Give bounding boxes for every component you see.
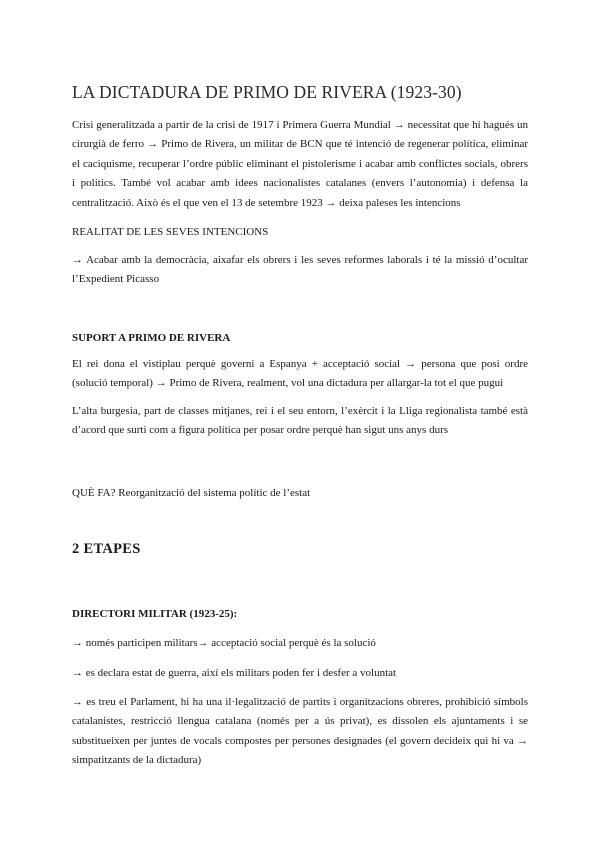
que-fa-line: QUÈ FA? Reorganització del sistema polític de l’estat xyxy=(72,487,311,499)
suport-paragraph-1: El rei dona el vistiplau perquè governi a Espanya + acceptació social → persona que posi ordre (solució temporal) → Primo de Rivera, realment, vol una dictadura per allargar-la tot el que pugui xyxy=(72,358,528,390)
directori-item-2: → es declara estat de guerra, així els militars poden fer i desfer a voluntat xyxy=(72,667,397,679)
etapes-heading: 2 ETAPES xyxy=(72,541,141,557)
suport-heading: SUPORT A PRIMO DE RIVERA xyxy=(72,332,231,344)
realitat-paragraph: → Acabar amb la democràcia, aixafar els obrers i les seves reformes laborals i té la missió d’ocultar l’Expedient Picasso xyxy=(72,254,528,286)
intro-paragraph: Crisi generalitzada a partir de la crisi de 1917 i Primera Guerra Mundial → necessitat que hi hagués un cirurgià de ferro → Primo de Rivera, un militar de BCN que té intenció de regenerar política, eliminar el caciquisme, recuperar l’ordre públic eliminant el pistolerisme i acabar amb conflictes socials, obrers i polítics. També vol acabar amb idees nacionalistes catalanes (envers l’autonomia) i defensa la centralització. Això és el que ven el 13 de setembre 1923 → deixa paleses les intencions xyxy=(72,119,528,209)
directori-item-3: → es treu el Parlament, hi ha una il·legalització de partits i organitzacions obreres, prohibició símbols catalanistes, restricció llengua catalana (només per a ús privat), es dissolen els ajuntaments i se substitueixen per juntes de vocals compostes per persones designades (el govern decideix qui hi va → simpatitzants de la dictadura) xyxy=(72,696,528,767)
suport-paragraph-2: L’alta burgesia, part de classes mitjanes, rei i el seu entorn, l’exèrcit i la Lliga regionalista també està d’acord que surti com a figura política per posar ordre perquè han sigut uns anys durs xyxy=(72,405,528,437)
page-title: LA DICTADURA DE PRIMO DE RIVERA (1923-30) xyxy=(72,82,462,102)
directori-item-1: → només participen militars→ acceptació social perquè és la solució xyxy=(72,637,376,649)
realitat-heading: REALITAT DE LES SEVES INTENCIONS xyxy=(72,226,269,238)
directori-heading: DIRECTORI MILITAR (1923-25): xyxy=(72,608,238,620)
